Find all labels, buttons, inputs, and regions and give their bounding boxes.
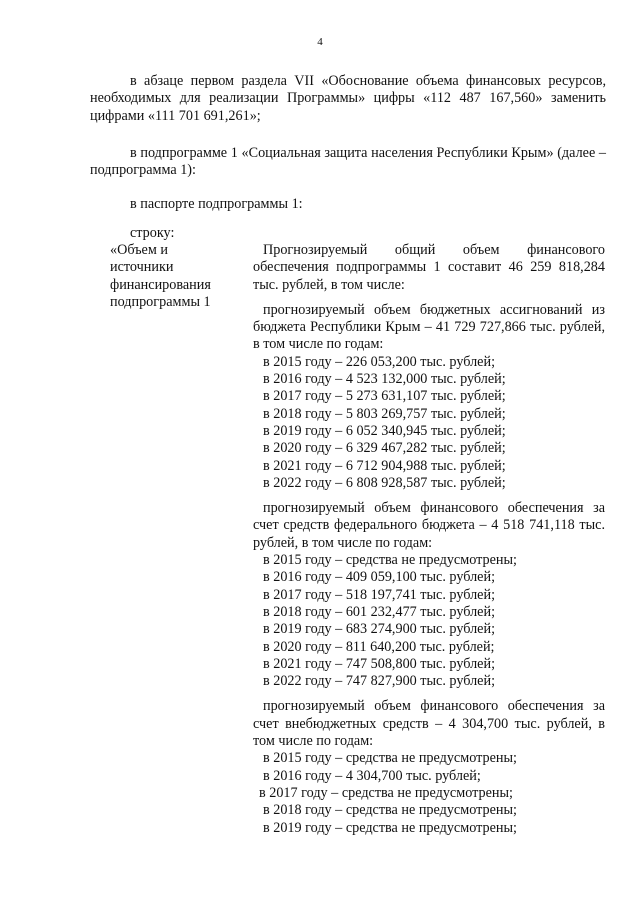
page-number: 4 <box>317 36 323 48</box>
year-line: в 2021 году – 6 712 904,988 тыс. рублей; <box>263 457 506 474</box>
block-heading: прогнозируемый объем финансового обеспечения за счет внебюджетных средств – 4 304,700 тыс. рублей, в том числе по годам: <box>253 698 605 750</box>
intro-paragraph-section-vii: в абзаце первом раздела VII «Обоснование объема финансовых ресурсов, необходимых для реализации Программы» цифры «112 487 167,560» заменить цифрами «111 701 691,261»; <box>90 73 606 124</box>
left-line: финансирования <box>110 276 211 293</box>
left-line: «Объем и <box>110 242 168 258</box>
left-line: источники <box>110 259 174 276</box>
year-line: в 2022 году – 6 808 928,587 тыс. рублей; <box>263 474 506 491</box>
intro-paragraph-passport: в паспорте подпрограммы 1: <box>130 196 303 212</box>
year-line: в 2015 году – 226 053,200 тыс. рублей; <box>263 353 496 370</box>
intro-paragraph-row-label: строку: <box>130 225 175 241</box>
year-line: в 2018 году – 601 232,477 тыс. рублей; <box>263 603 496 620</box>
year-line: в 2022 году – 747 827,900 тыс. рублей; <box>263 673 496 690</box>
intro-paragraph-subprogram-1: в подпрограмме 1 «Социальная защита населения Республики Крым» (далее – подпрограмма 1): <box>90 145 606 179</box>
year-line: в 2015 году – средства не предусмотрены; <box>263 552 517 569</box>
year-line: в 2020 году – 6 329 467,282 тыс. рублей; <box>263 440 506 457</box>
block-heading: прогнозируемый объем финансового обеспечения за счет средств федерального бюджета – 4 518 741,118 тыс. рублей, в том числе по годам: <box>253 500 605 551</box>
extrabudgetary-block <box>253 698 605 836</box>
year-line: в 2021 году – 747 508,800 тыс. рублей; <box>263 655 496 672</box>
year-line: в 2019 году – средства не предусмотрены; <box>263 819 517 836</box>
budget-republic-block <box>253 302 605 492</box>
year-line: в 2019 году – 6 052 340,945 тыс. рублей; <box>263 422 506 439</box>
year-line: в 2017 году – 518 197,741 тыс. рублей; <box>263 586 496 603</box>
federal-budget-block <box>253 500 605 690</box>
total-block <box>253 242 605 294</box>
year-line: в 2016 году – 4 304,700 тыс. рублей; <box>263 767 481 784</box>
year-line: в 2016 году – 4 523 132,000 тыс. рублей; <box>263 371 506 388</box>
table-right-column <box>253 242 605 845</box>
table-left-column <box>110 242 250 311</box>
year-line: в 2020 году – 811 640,200 тыс. рублей; <box>263 638 495 655</box>
total-paragraph: Прогнозируемый общий объем финансового обеспечения подпрограммы 1 составит 46 259 818,284 тыс. рублей, в том числе: <box>253 242 605 293</box>
year-line: в 2016 году – 409 059,100 тыс. рублей; <box>263 569 496 586</box>
year-line: в 2018 году – 5 803 269,757 тыс. рублей; <box>263 405 506 422</box>
year-line: в 2018 году – средства не предусмотрены; <box>263 802 517 819</box>
year-line: в 2017 году – средства не предусмотрены; <box>259 784 513 801</box>
year-line: в 2017 году – 5 273 631,107 тыс. рублей; <box>263 388 506 405</box>
left-line: подпрограммы 1 <box>110 293 211 310</box>
year-line: в 2015 году – средства не предусмотрены; <box>263 750 517 767</box>
block-heading: прогнозируемый объем бюджетных ассигнований из бюджета Республики Крым – 41 729 727,866 тыс. рублей, в том числе по годам: <box>253 301 605 353</box>
year-line: в 2019 году – 683 274,900 тыс. рублей; <box>263 621 496 638</box>
